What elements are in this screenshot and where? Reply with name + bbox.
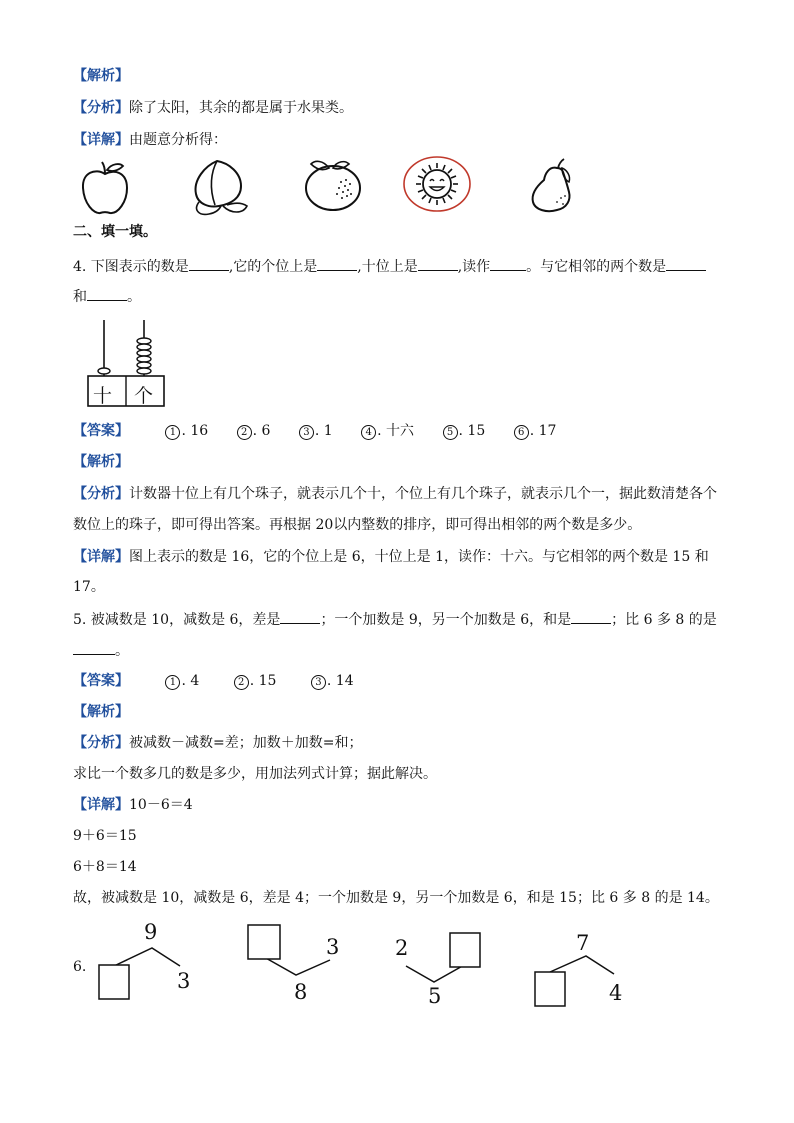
empty-box (248, 925, 280, 959)
q4-text-f: 和 (73, 289, 87, 305)
bond-right: 3 (326, 935, 340, 959)
equation-2: 9＋6＝15 (73, 828, 137, 844)
answer-blank (87, 286, 127, 301)
circled-number: 1 (165, 675, 180, 690)
q4-answer-6 (514, 423, 557, 439)
q5-analysis-line1 (73, 733, 362, 753)
equation-1: 10－6＝4 (129, 797, 193, 813)
number-bond-3 (392, 926, 492, 1008)
q5-text-a: 5. 被减数是 10，减数是 6，差是 (73, 612, 281, 628)
pear-icon (527, 158, 577, 214)
jiexi-heading: 【解析】 (73, 454, 129, 470)
answer-value: . 15 (458, 423, 486, 439)
q4-answer-4 (361, 423, 414, 439)
bond-top: 9 (144, 920, 158, 944)
fenxi-text: 除了太阳，其余的都是属于水果类。 (129, 100, 353, 116)
bond-bottom: 8 (294, 980, 308, 1004)
q5-question-line1 (73, 609, 717, 630)
empty-box (450, 933, 480, 967)
xiangjie-tag: 【详解】 (73, 549, 129, 565)
answer-blank (73, 640, 115, 655)
fenxi-tag: 【分析】 (73, 486, 129, 502)
number-bond-1 (94, 918, 194, 1008)
fenxi-text: 被减数－减数=差；加数＋加数=和； (129, 735, 363, 751)
circled-number: 3 (311, 675, 326, 690)
answer-blank (666, 256, 706, 271)
q4-analysis-line1 (73, 484, 717, 504)
q4-answer (73, 421, 556, 441)
q3-detail (73, 130, 227, 150)
answer-value: . 16 (181, 423, 209, 439)
circled-number: 5 (443, 425, 458, 440)
q4-answer-2 (237, 423, 271, 439)
q5-text-c: ；比 6 多 8 的是 (611, 612, 717, 628)
empty-box (535, 972, 565, 1006)
q5-answer-1 (165, 673, 199, 689)
q4-text-g: 。 (127, 289, 141, 305)
abacus (87, 318, 167, 410)
bond-top: 7 (576, 931, 590, 955)
abacus-ones-label: 个 (134, 385, 154, 407)
q4-text-c: ,十位上是 (357, 259, 418, 275)
xiangjie-text: 由题意分析得： (129, 132, 227, 148)
jiexi-heading: 【解析】 (73, 704, 129, 720)
q4-text-e: 。与它相邻的两个数是 (526, 259, 667, 275)
answer-value: . 14 (326, 673, 354, 689)
q4-question-line1 (73, 256, 706, 277)
apple-icon (78, 160, 132, 216)
circled-number: 2 (234, 675, 249, 690)
q4-text-a: 4. 下图表示的数是 (73, 259, 189, 275)
circled-number: 2 (237, 425, 252, 440)
answer-value: . 15 (249, 673, 277, 689)
section-title: 二、填一填。 (73, 224, 157, 240)
xiangjie-tag: 【详解】 (73, 132, 129, 148)
answer-blank (490, 256, 526, 271)
q5-answer (73, 671, 354, 691)
answer-blank (418, 256, 458, 271)
q4-text-d: ,读作 (457, 259, 491, 275)
answer-value: . 十六 (377, 423, 415, 439)
q4-detail-line1 (73, 547, 709, 567)
q4-text-b: ,它的个位上是 (228, 259, 318, 275)
q5-answer-3 (311, 673, 354, 689)
fenxi-text: 计数器十位上有几个珠子，就表示几个十，个位上有几个珠子，就表示几个一，据此数清楚各个 (129, 486, 717, 502)
fenxi-tag: 【分析】 (73, 100, 129, 116)
peach-icon (187, 158, 251, 218)
circled-number: 3 (299, 425, 314, 440)
q4-analysis-line2: 数位上的珠子，即可得出答案。再根据 20以内整数的排序，即可得出相邻的两个数是多少。 (73, 517, 642, 533)
answer-value: . 1 (314, 423, 333, 439)
q5-analysis-line2: 求比一个数多几的数是多少，用加法列式计算；据此解决。 (73, 766, 437, 782)
answer-blank (317, 256, 357, 271)
answer-blank (571, 609, 611, 624)
bond-bottom: 5 (428, 984, 442, 1008)
q5-text-b: ；一个加数是 9，另一个加数是 6，和是 (320, 612, 572, 628)
q4-answer-5 (443, 423, 486, 439)
answer-blank (280, 609, 320, 624)
q4-question-line2 (73, 286, 141, 307)
answer-value: . 4 (181, 673, 200, 689)
q5-conclusion: 故，被减数是 10，减数是 6，差是 4；一个加数是 9，另一个加数是 6，和是 15；比 6 多 8 的是 14。 (73, 890, 719, 906)
q4-detail-line2: 17。 (73, 579, 105, 595)
bond-left: 2 (395, 936, 409, 960)
bond-right: 3 (177, 969, 191, 993)
q5-text-d: 。 (115, 643, 129, 659)
q3-analysis (73, 98, 353, 118)
answer-value: . 17 (529, 423, 557, 439)
fenxi-tag: 【分析】 (73, 735, 129, 751)
empty-box (99, 965, 129, 999)
q4-answer-1 (165, 423, 208, 439)
orange-icon (303, 156, 363, 212)
circled-number: 4 (361, 425, 376, 440)
q5-detail-line1 (73, 795, 193, 815)
q5-question-line2 (73, 640, 129, 661)
circled-number: 1 (165, 425, 180, 440)
answer-blank (189, 256, 229, 271)
q5-answer-2 (234, 673, 277, 689)
abacus-tens-label: 十 (93, 385, 113, 407)
xiangjie-tag: 【详解】 (73, 797, 129, 813)
answer-tag: 【答案】 (73, 423, 129, 439)
bond-right: 4 (609, 981, 623, 1005)
number-bond-2 (244, 922, 344, 1008)
equation-3: 6＋8＝14 (73, 859, 137, 875)
jiexi-heading: 【解析】 (73, 68, 129, 84)
answer-tag: 【答案】 (73, 673, 129, 689)
circled-number: 6 (514, 425, 529, 440)
number-bond-4 (530, 930, 630, 1010)
answer-value: . 6 (252, 423, 271, 439)
xiangjie-text: 图上表示的数是 16，它的个位上是 6，十位上是 1，读作：十六。与它相邻的两个数是 15 和 (129, 549, 709, 565)
q4-answer-3 (299, 423, 333, 439)
q6-label: 6. (73, 959, 87, 975)
sun-icon (402, 155, 472, 213)
